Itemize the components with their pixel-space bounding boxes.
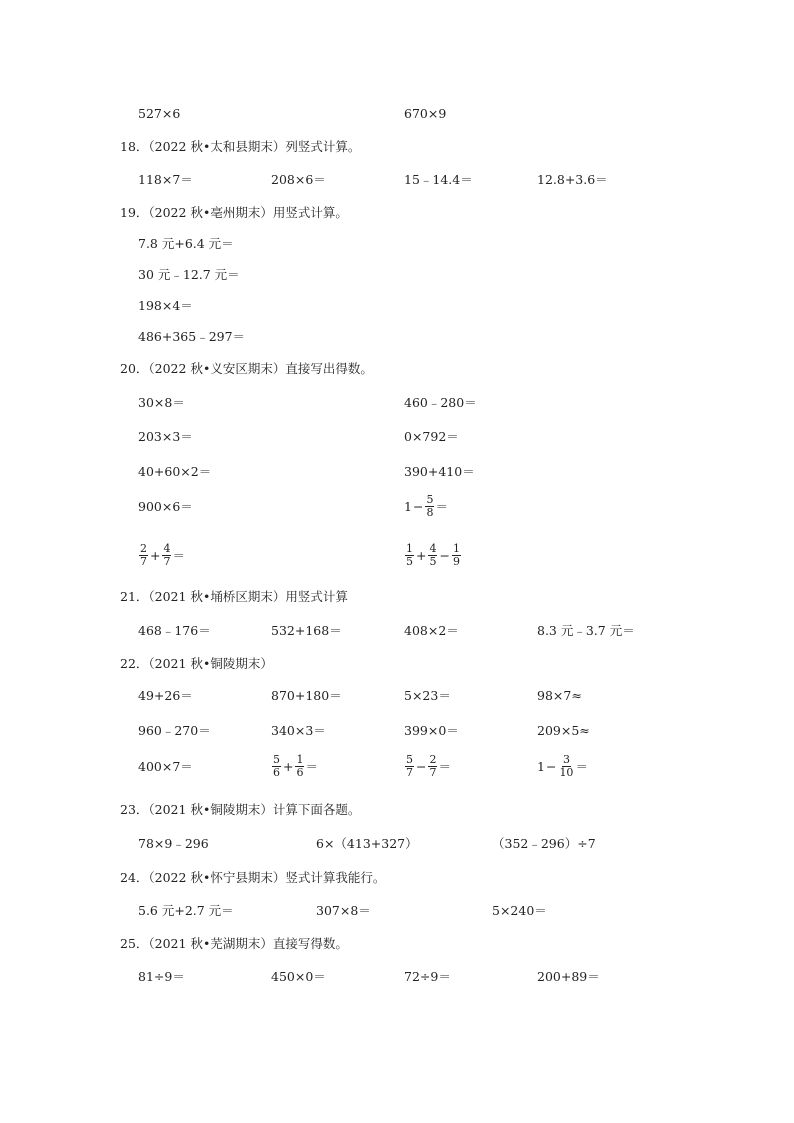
- denominator: 7: [140, 555, 147, 568]
- fraction: [272, 754, 281, 779]
- fraction: [139, 543, 148, 568]
- problem-item: 5×240＝: [492, 903, 547, 918]
- problem-item: 450×0＝: [271, 969, 326, 984]
- problem-item: 200+89＝: [537, 969, 600, 984]
- numerator: 2: [429, 753, 437, 766]
- minus-sign: −: [416, 758, 427, 774]
- whole-number: 1: [537, 758, 545, 774]
- numerator: 5: [426, 493, 434, 506]
- plus-sign: +: [150, 547, 161, 563]
- fraction-problem: [404, 754, 451, 779]
- problem-item: 72÷9＝: [404, 969, 451, 984]
- minus-sign: −: [439, 547, 450, 563]
- denominator: 5: [429, 555, 437, 568]
- problem-item: （352﹣296）÷7: [492, 836, 596, 851]
- problem-item: 12.8+3.6＝: [537, 172, 608, 187]
- problem-item: 208×6＝: [271, 172, 326, 187]
- denominator: 5: [406, 555, 413, 568]
- denominator: 6: [296, 766, 304, 779]
- numerator: 1: [406, 542, 413, 555]
- plus-sign: +: [416, 547, 427, 563]
- numerator: 5: [406, 753, 413, 766]
- fraction: [452, 543, 461, 568]
- problem-item: 98×7≈: [537, 688, 582, 703]
- problem-item: 40+60×2＝: [138, 464, 212, 479]
- numerator: 1: [296, 753, 304, 766]
- minus-sign: −: [545, 758, 557, 774]
- equals-sign: ＝: [172, 547, 185, 563]
- fraction: [295, 754, 304, 779]
- problem-item: 49+26＝: [138, 688, 193, 703]
- problem-item: 5×23＝: [404, 688, 451, 703]
- question-header: 22．（2021 秋•铜陵期末）: [120, 656, 273, 671]
- problem-item: 340×3＝: [271, 723, 326, 738]
- problem-item: 81÷9＝: [138, 969, 185, 984]
- equals-sign: ＝: [438, 758, 451, 774]
- problem-item: 408×2＝: [404, 623, 459, 638]
- problem-item: 532+168＝: [271, 623, 342, 638]
- numerator: 4: [429, 542, 437, 555]
- question-header: 18．（2022 秋•太和县期末）列竖式计算。: [120, 139, 361, 154]
- problem-item: 468﹣176＝: [138, 623, 211, 638]
- denominator: 10: [559, 766, 574, 779]
- problem-item: 0×792＝: [404, 429, 459, 444]
- problem-item: 390+410＝: [404, 464, 475, 479]
- fraction: [405, 543, 414, 568]
- problem-item: 78×9﹣296: [138, 836, 209, 851]
- problem-item: 5.6 元+2.7 元＝: [138, 903, 234, 918]
- fraction-problem: [537, 754, 588, 779]
- minus-sign: −: [412, 498, 424, 514]
- problem-item: 670×9: [404, 106, 447, 121]
- problem-item: 7.8 元+6.4 元＝: [138, 236, 234, 251]
- numerator: 5: [273, 753, 280, 766]
- denominator: 6: [273, 766, 280, 779]
- problem-item: 30×8＝: [138, 395, 185, 410]
- problem-item: 118×7＝: [138, 172, 193, 187]
- problem-item: 486+365﹣297＝: [138, 329, 246, 344]
- numerator: 3: [562, 753, 570, 766]
- denominator: 7: [429, 766, 437, 779]
- problem-item: 203×3＝: [138, 429, 193, 444]
- problem-item: 960﹣270＝: [138, 723, 211, 738]
- question-header: 21．（2021 秋•埇桥区期末）用竖式计算: [120, 589, 348, 604]
- denominator: 7: [163, 555, 171, 568]
- equals-sign: ＝: [435, 498, 448, 514]
- problem-item: 460﹣280＝: [404, 395, 477, 410]
- numerator: 2: [140, 542, 147, 555]
- numerator: 4: [163, 542, 171, 555]
- question-header: 19．（2022 秋•亳州期末）用竖式计算。: [120, 205, 348, 220]
- denominator: 8: [426, 506, 434, 519]
- problem-item: 209×5≈: [537, 723, 590, 738]
- problem-item: 307×8＝: [316, 903, 371, 918]
- equals-sign: ＝: [305, 758, 318, 774]
- problem-item: 15﹣14.4＝: [404, 172, 473, 187]
- fraction: [405, 754, 414, 779]
- problem-item: 400×7＝: [138, 759, 193, 774]
- equals-sign: ＝: [575, 758, 588, 774]
- problem-item: 8.3 元﹣3.7 元＝: [537, 623, 635, 638]
- problem-item: 30 元﹣12.7 元＝: [138, 267, 240, 282]
- fraction-problem: [404, 494, 448, 519]
- question-header: 20．（2022 秋•义安区期末）直接写出得数。: [120, 361, 373, 376]
- fraction-problem: [138, 543, 185, 568]
- fraction: [162, 543, 171, 568]
- question-header: 25．（2021 秋•芜湖期末）直接写得数。: [120, 936, 348, 951]
- plus-sign: +: [283, 758, 294, 774]
- fraction: [558, 754, 574, 779]
- fraction: [428, 754, 437, 779]
- problem-item: 900×6＝: [138, 499, 193, 514]
- fraction: [428, 543, 437, 568]
- fraction: [425, 494, 434, 519]
- problem-item: 870+180＝: [271, 688, 342, 703]
- denominator: 9: [452, 555, 460, 568]
- problem-item: 527×6: [138, 106, 181, 121]
- fraction-problem: [404, 543, 462, 568]
- problem-item: 6×（413+327）: [316, 836, 418, 851]
- denominator: 7: [406, 766, 413, 779]
- question-header: 24．（2022 秋•怀宁县期末）竖式计算我能行。: [120, 870, 386, 885]
- numerator: 1: [452, 542, 460, 555]
- problem-item: 399×0＝: [404, 723, 459, 738]
- problem-item: 198×4＝: [138, 298, 193, 313]
- question-header: 23．（2021 秋•铜陵期末）计算下面各题。: [120, 802, 361, 817]
- fraction-problem: [271, 754, 318, 779]
- whole-number: 1: [404, 498, 412, 514]
